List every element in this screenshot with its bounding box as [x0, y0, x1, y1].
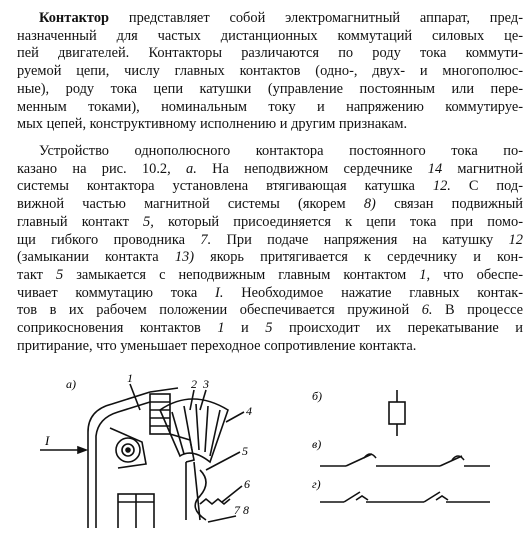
text-line: (замыкании контакта 13) якорь притягивается к сердечнику и кон- [17, 249, 524, 266]
text-line: системы контактора установлена втягивающая катушка 12. С под- [17, 178, 524, 195]
callout-6: 6 [244, 477, 250, 491]
contactor-mechanism-drawing [40, 384, 244, 528]
text-line: руемой цепи, числу главных контактов (одно-, двух- и многополюс- [17, 63, 523, 80]
contact-symbol-nc [320, 492, 490, 502]
text-line: вижной частью магнитной системы (якорем 8) связан подвижный [17, 196, 523, 213]
label-g: г) [312, 477, 321, 491]
coil-symbol [389, 390, 405, 436]
text-line: мых цепей, конструктивному исполнению и другим признакам. [17, 116, 408, 133]
text-line: притирание, что уменьшает переходное сопротивление контакта. [17, 337, 417, 354]
figure-contactor [0, 370, 529, 528]
callout-7: 7 [234, 503, 240, 517]
callout-3: 3 [203, 377, 209, 391]
term-contactor: Контактор [39, 10, 110, 26]
callout-8: 8 [243, 503, 249, 517]
label-v: в) [312, 437, 322, 451]
current-arrow-head [78, 447, 86, 453]
paragraph-contactor-design [17, 143, 523, 355]
text-line: назначенный для частых дистанционных коммутаций силовых це- [17, 27, 523, 44]
text-line: Устройство однополюсного контактора постоянного тока по- [39, 143, 523, 159]
text-line: тов в их рабочем положении обеспечивается пружиной 6. В процессе [17, 302, 524, 319]
callout-1: 1 [127, 371, 133, 385]
label-b: б) [312, 389, 323, 403]
text-line: такт 5 замыкается с неподвижным главным контактом 1, что обеспе- [17, 266, 523, 283]
callout-5: 5 [242, 444, 248, 458]
text-line: менным токами), номинальным току и напряжению коммутируе- [17, 98, 523, 115]
text-line: ные), роду тока цепи катушки (управление постоянным или пере- [17, 80, 523, 97]
text-line: казано на рис. 10.2, а. На неподвижном сердечнике 14 магнитной [17, 160, 524, 177]
text-line: пей двигателей. Контакторы различаются по роду тока коммути- [17, 45, 523, 62]
contact-symbol-no [320, 454, 490, 466]
text-line: главный контакт 5, который присоединяется к цепи тока при помо- [17, 213, 523, 230]
label-a: а) [66, 377, 76, 391]
text-line: чивает коммутацию тока I. Необходимое нажатие главных контак- [17, 284, 523, 301]
arc-chute-top [150, 388, 178, 392]
paragraph-contactor-definition [17, 10, 523, 134]
callout-2: 2 [191, 377, 197, 391]
callout-4: 4 [246, 404, 252, 418]
current-label: I [45, 433, 50, 448]
figure-drawing [0, 370, 529, 528]
text-line: щи гибкого проводника 7. При подаче напряжения на катушку 12 [17, 231, 523, 248]
text-line: соприкосновения контактов 1 и 5 происходит их перекатывание и [17, 320, 523, 337]
text-line: представляет собой электромагнитный аппарат, пред- [109, 10, 523, 26]
